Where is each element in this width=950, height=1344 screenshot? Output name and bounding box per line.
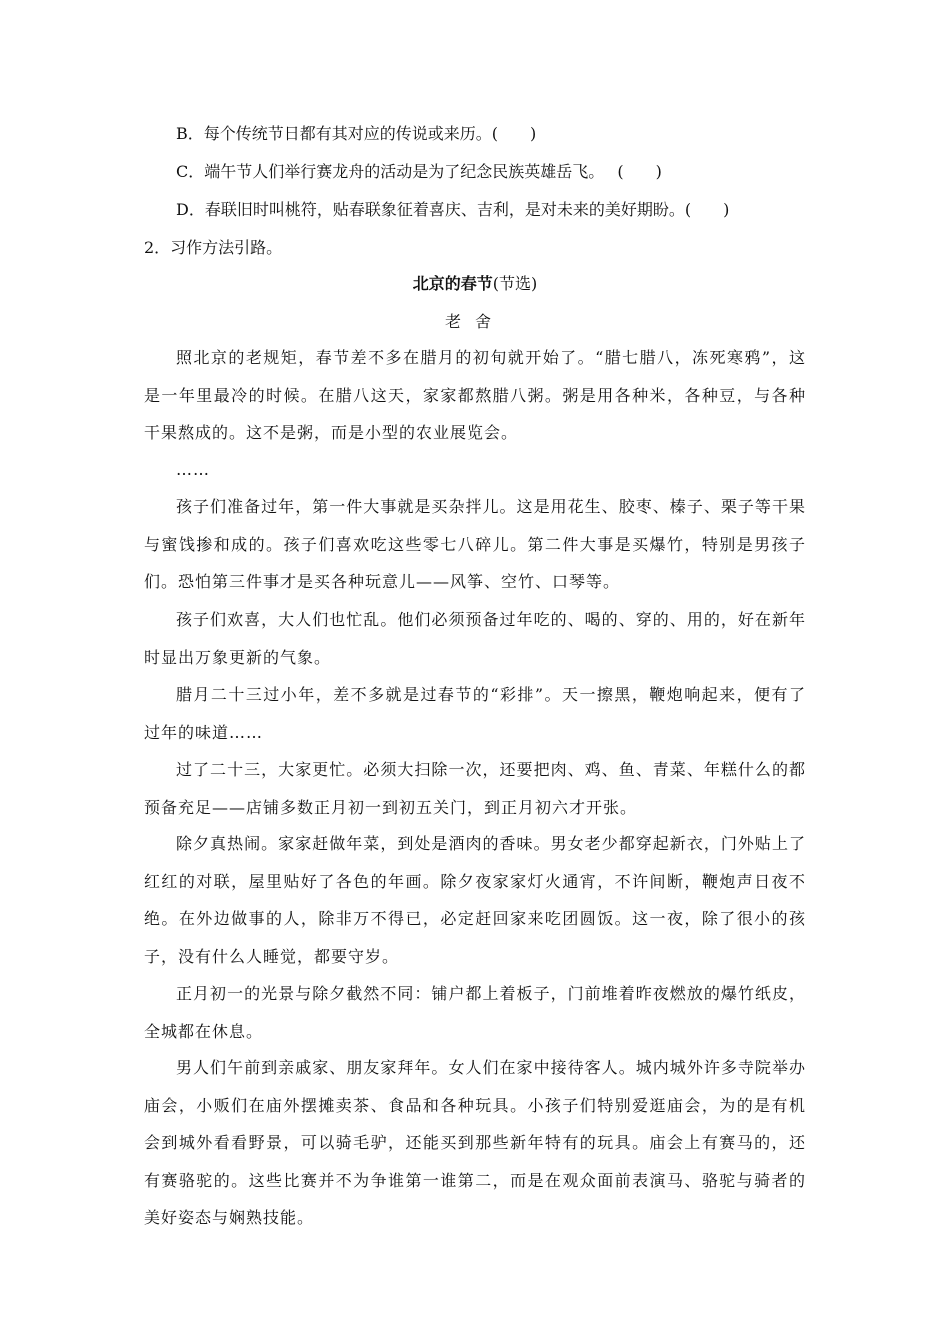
paragraph-2: 孩子们准备过年，第一件大事就是买杂拌儿。这是用花生、胶枣、榛子、栗子等干果与蜜饯掺和成的。孩子们喜欢吃这些零七八碎儿。第二件大事是买爆竹，特别是男孩子们。恐怕第三件事才是买各种玩意儿——风筝、空竹、口琴等。 xyxy=(144,497,806,591)
paragraph-6: 除夕真热闹。家家赶做年菜，到处是酒肉的香味。男女老少都穿起新衣，门外贴上了红红的对联，屋里贴好了各色的年画。除夕夜家家灯火通宵，不许间断，鞭炮声日夜不绝。在外边做事的人，除非万不得已，必定赶回家来吃团圆饭。这一夜，除了很小的孩子，没有什么人睡觉，都要守岁。 xyxy=(144,834,806,966)
question-2-heading: 2．习作方法引路。 xyxy=(144,238,283,257)
article-title-note: (节选) xyxy=(492,274,538,293)
paragraph-5: 过了二十三，大家更忙。必须大扫除一次，还要把肉、鸡、鱼、青菜、年糕什么的都预备充足——店铺多数正月初一到初五关门，到正月初六才开张。 xyxy=(144,760,806,817)
option-c: C．端午节人们举行赛龙舟的活动是为了纪念民族英雄岳飞。 ( ) xyxy=(176,162,662,181)
article-author: 老舍 xyxy=(444,312,505,331)
article-title-text: 北京的春节 xyxy=(412,274,493,293)
option-d: D．春联旧时叫桃符，贴春联象征着喜庆、吉利，是对未来的美好期盼。( ) xyxy=(176,200,730,219)
paragraph-3: 孩子们欢喜，大人们也忙乱。他们必须预备过年吃的、喝的、穿的、用的，好在新年时显出万象更新的气象。 xyxy=(144,610,806,667)
paragraph-4: 腊月二十三过小年，差不多就是过春节的“彩排”。天一擦黑，鞭炮响起来，便有了过年的味道…… xyxy=(144,685,806,742)
article-title xyxy=(0,274,950,294)
paragraph-7: 正月初一的光景与除夕截然不同：铺户都上着板子，门前堆着昨夜燃放的爆竹纸皮，全城都在休息。 xyxy=(144,984,806,1041)
paragraph-ellipsis: …… xyxy=(176,460,210,479)
option-b: B．每个传统节日都有其对应的传说或来历。( ) xyxy=(176,124,537,143)
paragraph-1: 照北京的老规矩，春节差不多在腊月的初旬就开始了。“腊七腊八，冻死寒鸦”，这是一年里最冷的时候。在腊八这天，家家都熬腊八粥。粥是用各种米，各种豆，与各种干果熬成的。这不是粥，而是小型的农业展览会。 xyxy=(144,348,806,442)
paragraph-8: 男人们午前到亲戚家、朋友家拜年。女人们在家中接待客人。城内城外许多寺院举办庙会，小贩们在庙外摆摊卖茶、食品和各种玩具。小孩子们特别爱逛庙会，为的是有机会到城外看看野景，可以骑毛驴，还能买到那些新年特有的玩具。庙会上有赛马的，还有赛骆驼的。这些比赛并不为争谁第一谁第二，而是在观众面前表演马、骆驼与骑者的美好姿态与娴熟技能。 xyxy=(144,1058,806,1227)
